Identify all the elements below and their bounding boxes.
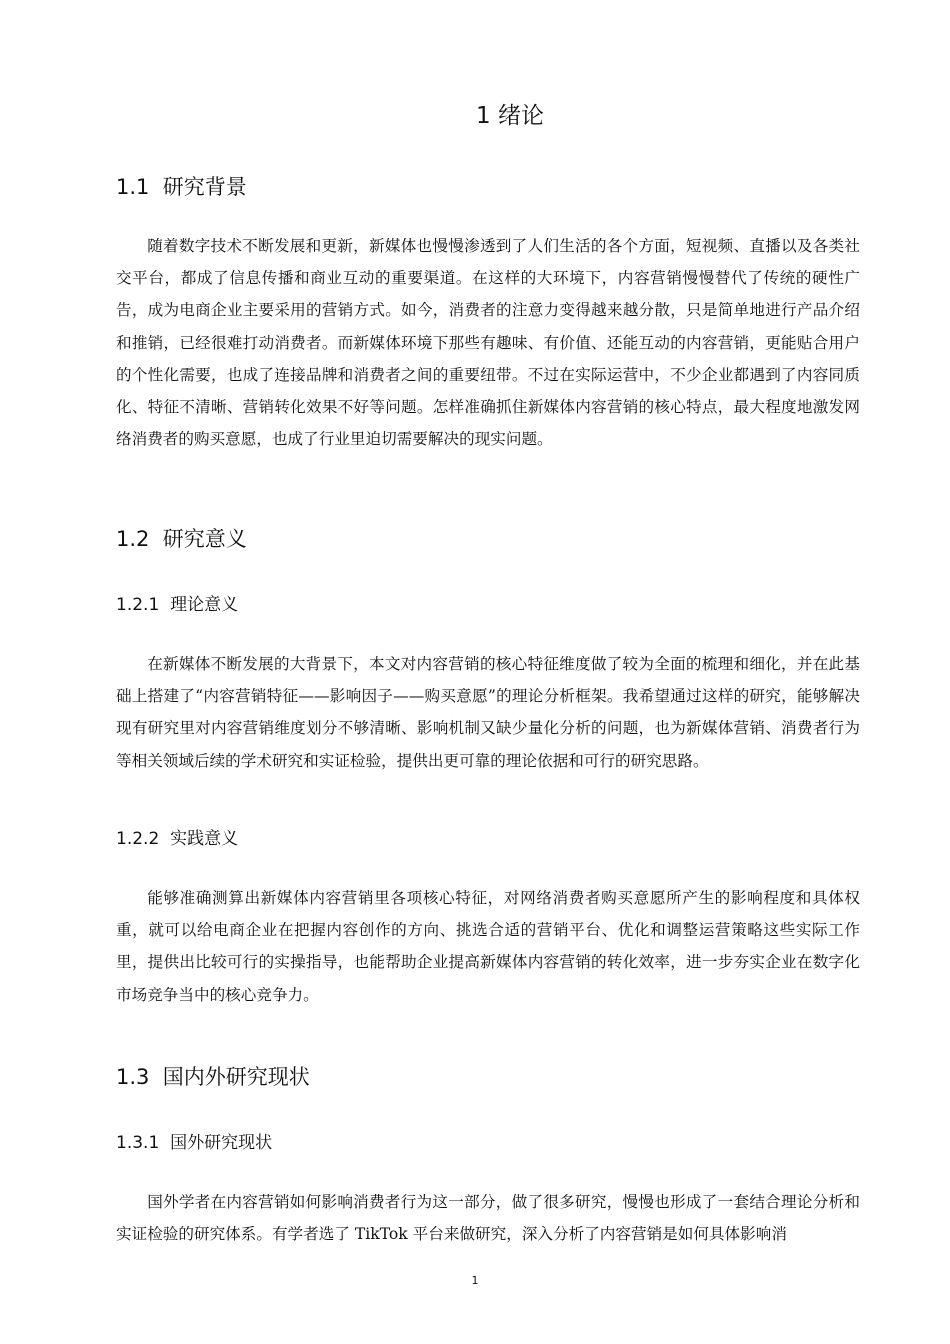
paragraph-foreign-research: 国外学者在内容营销如何影响消费者行为这一部分，做了很多研究，慢慢也形成了一套结合理论分析和实证检验的研究体系。有学者选了 TikTok 平台来做研究，深入分析了内容营销是如何具体影响消 <box>116 1193 860 1244</box>
page-number: 1 <box>471 1274 479 1287</box>
section-heading-1-2: 1.2 研究意义 <box>116 527 247 551</box>
chapter-title: 1 绪论 <box>476 103 544 129</box>
section-heading-1-1: 1.1 研究背景 <box>116 175 247 199</box>
section-heading-1-3: 1.3 国内外研究现状 <box>116 1065 310 1089</box>
paragraph-research-background: 随着数字技术不断发展和更新，新媒体也慢慢渗透到了人们生活的各个方面，短视频、直播以及各类社交平台，都成了信息传播和商业互动的重要渠道。在这样的大环境下，内容营销慢慢替代了传统的硬性广告，成为电商企业主要采用的营销方式。如今，消费者的注意力变得越来越分散，只是简单地进行产品介绍和推销，已经很难打动消费者。而新媒体环境下那些有趣味、有价值、还能互动的内容营销，更能贴合用户的个性化需要，也成了连接品牌和消费者之间的重要纽带。不过在实际运营中，不少企业都遇到了内容同质化、特征不清晰、营销转化效果不好等问题。怎样准确抓住新媒体内容营销的核心特点，最大程度地激发网络消费者的购买意愿，也成了行业里迫切需要解决的现实问题。 <box>116 237 860 449</box>
subsection-heading-1-3-1: 1.3.1 国外研究现状 <box>116 1133 273 1153</box>
paragraph-theoretical-significance: 在新媒体不断发展的大背景下，本文对内容营销的核心特征维度做了较为全面的梳理和细化，并在此基础上搭建了“内容营销特征——影响因子——购买意愿”的理论分析框架。我希望通过这样的研究，能够解决现有研究里对内容营销维度划分不够清晰、影响机制又缺少量化分析的问题，也为新媒体营销、消费者行为等相关领域后续的学术研究和实证检验，提供出更可靠的理论依据和可行的研究思路。 <box>116 655 860 770</box>
subsection-heading-1-2-1: 1.2.1 理论意义 <box>116 595 239 615</box>
subsection-heading-1-2-2: 1.2.2 实践意义 <box>116 829 239 849</box>
paragraph-practical-significance: 能够准确测算出新媒体内容营销里各项核心特征，对网络消费者购买意愿所产生的影响程度和具体权重，就可以给电商企业在把握内容创作的方向、挑选合适的营销平台、优化和调整运营策略这些实际工作里，提供出比较可行的实操指导，也能帮助企业提高新媒体内容营销的转化效率，进一步夯实企业在数字化市场竞争当中的核心竞争力。 <box>116 889 860 1004</box>
